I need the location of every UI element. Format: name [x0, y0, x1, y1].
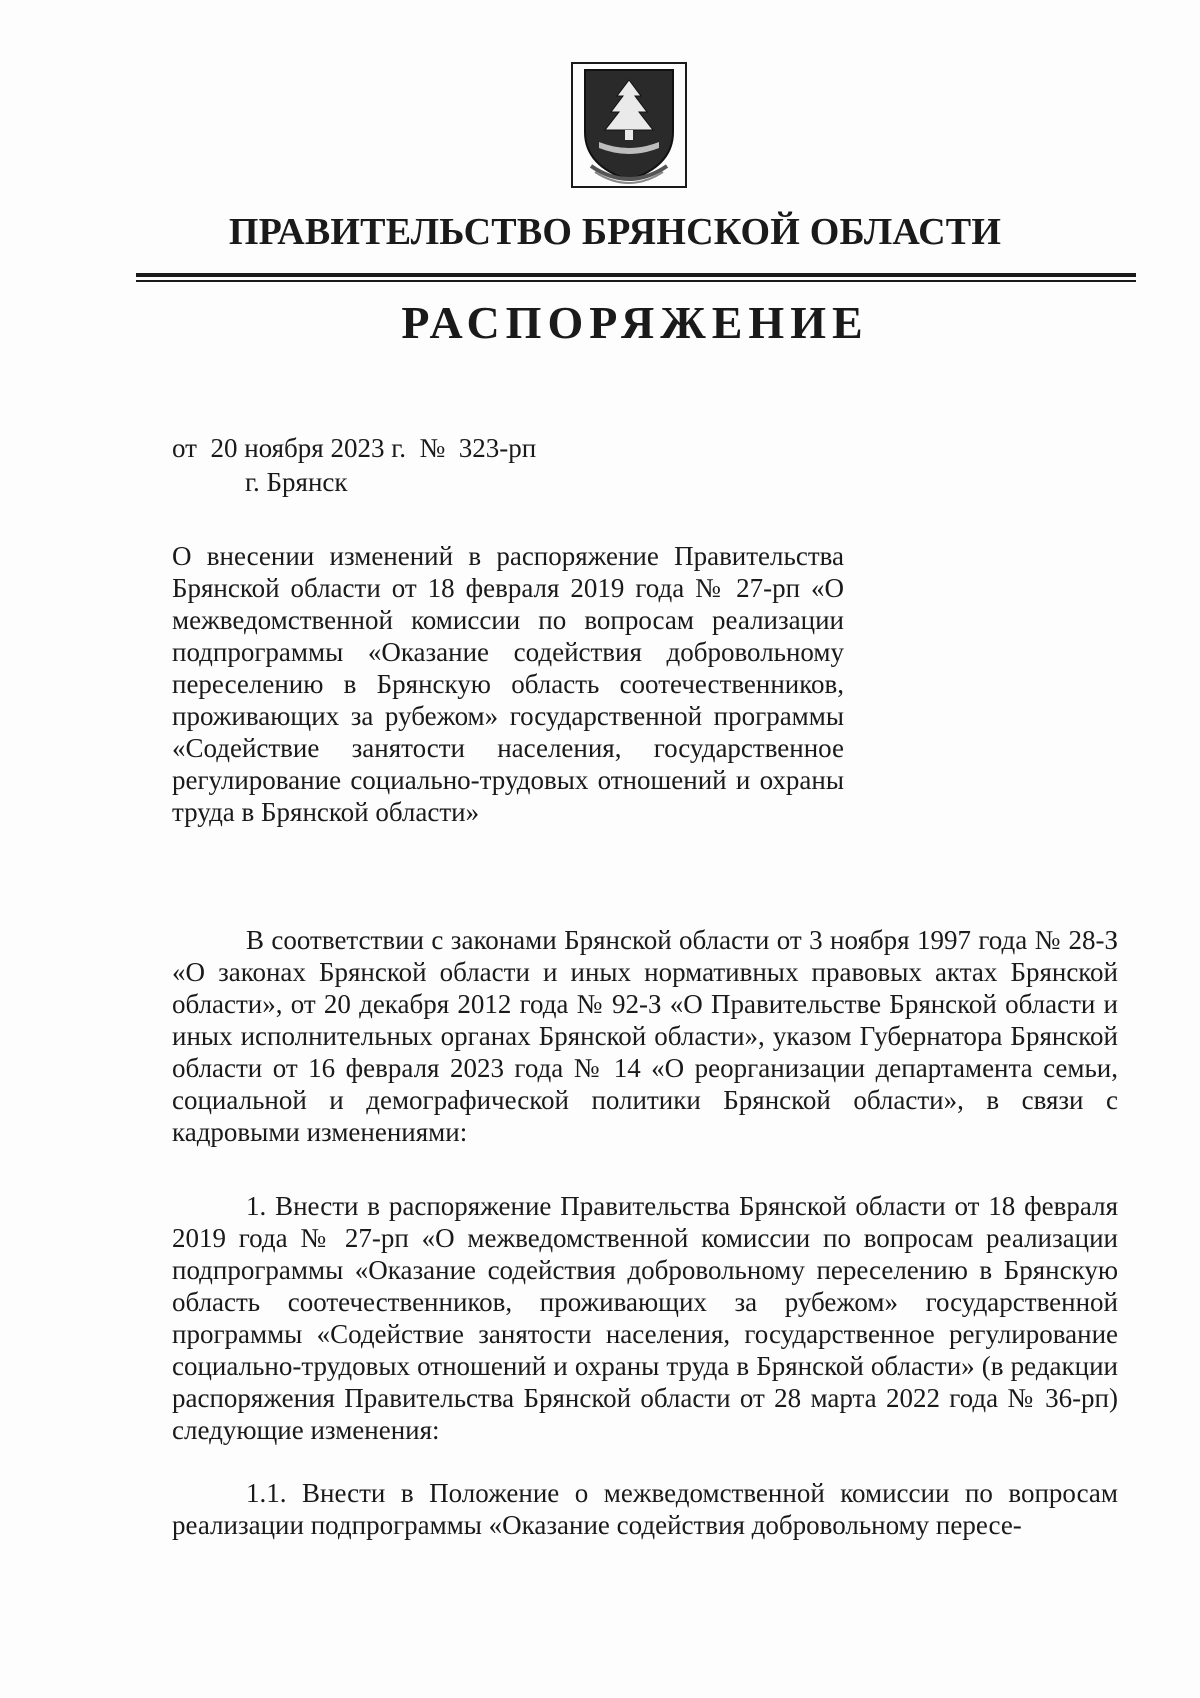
document-type-title: РАСПОРЯЖЕНИЕ: [401, 297, 869, 348]
header-divider-thin: [136, 280, 1136, 282]
document-subject: О внесении изменений в распоряжение Правительства Брянской области от 18 февраля 2019 года № 27-рп «О межведомственной комиссии по вопросам реализации подпрограммы «Оказание содействия добровольному переселению в Брянскую область соотечественников, проживающих за рубежом» государственной программы «Содействие занятости населения, государственное регулирование социально-трудовых отношений и охраны труда в Брянской области»: [172, 541, 844, 827]
date-number-line: от 20 ноября 2023 г. № 323-рп: [172, 433, 537, 463]
city-line: г. Брянск: [245, 467, 348, 497]
header-divider-thick: [136, 273, 1136, 277]
item-1-1-paragraph: 1.1. Внести в Положение о межведомственной комиссии по вопросам реализации подпрограммы «Оказание содействия добровольному пересе-: [172, 1478, 1118, 1540]
coat-of-arms-icon: [571, 62, 687, 188]
organization-title: ПРАВИТЕЛЬСТВО БРЯНСКОЙ ОБЛАСТИ: [228, 211, 1002, 253]
preamble-paragraph: В соответствии с законами Брянской области от 3 ноября 1997 года № 28-З «О законах Брянской области и иных нормативных правовых актах Брянской области», от 20 декабря 2012 года № 92-З «О Правительстве Брянской области и иных исполнительных органах Брянской области», указом Губернатора Брянской области от 16 февраля 2023 года № 14 «О реорганизации департамента семьи, социальной и демографической политики Брянской области», в связи с кадровыми изменениями:: [172, 925, 1118, 1147]
item-1-paragraph: 1. Внести в распоряжение Правительства Брянской области от 18 февраля 2019 года № 27-рп «О межведомственной комиссии по вопросам реализации подпрограммы «Оказание содействия добровольному переселению в Брянскую область соотечественников, проживающих за рубежом» государственной программы «Содействие занятости населения, государственное регулирование социально-трудовых отношений и охраны труда в Брянской области» (в редакции распоряжения Правительства Брянской области от 28 марта 2022 года № 36-рп) следующие изменения:: [172, 1191, 1118, 1445]
